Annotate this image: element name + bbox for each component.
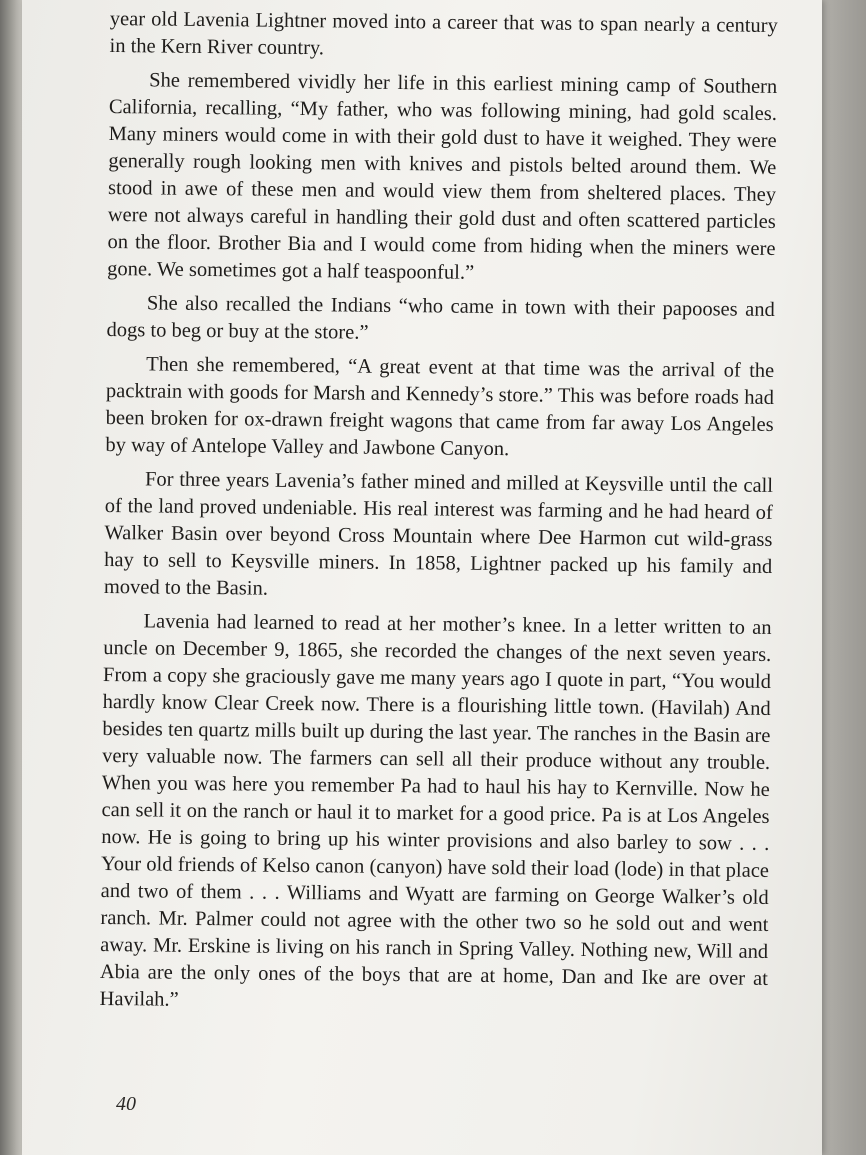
- paragraph-5: For three years Lavenia’s father mined and milled at Keysville until the call of the land proved undeniable. His real interest was farming and he had heard of Walker Basin over beyond Cross Mountain where Dee Harmon cut wild-grass hay to sell to Keysville miners. In 1858, Lightner packed up his family and moved to the Basin.: [103, 468, 774, 600]
- paragraph-6: Lavenia had learned to read at her mother’s knee. In a letter written to an uncle on December 9, 1865, she recorded the changes of the next seven years. From a copy she graciously gave me many years ago I quote in part, “You would hardly know Clear Creek now. There is a flourishing little town. (Havilah) And besides ten quartz mills built up during the last year. The ranches in the Basin are very valuable now. The farmers can sell all their produce without any trouble. When you was here you remember Pa had to haul his hay to Kernville. Now he can sell it on the ranch or haul it to market for a good price. Pa is at Los Angeles now. He is going to bring up his winter provisions and also barley to sow . . . Your old friends of Kelso canon (canyon) have sold their load (lode) in that place and two of them . . . Williams and Wyatt are farming on George Walker’s old ranch. Mr. Palmer could not agree with the other two so he sold out and went away. Mr. Erskine is living on his ranch in Spring Valley. Nothing new, Will and Abia are the only ones of the boys that are at home, Dan and Ike are over at Havilah.”: [99, 610, 772, 1011]
- paragraph-1: year old Lavenia Lightner moved into a career that was to span nearly a century in the Kern River country.: [109, 7, 778, 60]
- book-page: [22, 0, 822, 1155]
- paragraph-4: Then she remembered, “A great event at that time was the arrival of the packtrain with goods for Marsh and Kennedy’s store.” This was before roads had been broken for ox-drawn freight wagons that came from far away Los Angeles by way of Antelope Valley and Jawbone Canyon.: [105, 353, 775, 461]
- paragraph-2: She remembered vividly her life in this earliest mining camp of Southern California, recalling, “My father, who was following mining, had gold scales. Many miners would come in with their gold dust to have it weighed. They were generally rough looking men with knives and pistols belted around them. We stood in awe of these men and would view them from sheltered places. They were not always careful in handling their gold dust and often scattered particles on the floor. Brother Bia and I would come from hiding when the miners were gone. We sometimes got a half teaspoonful.”: [107, 69, 778, 284]
- book-page-edges: [0, 0, 24, 1155]
- page-number: 40: [116, 1093, 136, 1115]
- paragraph-3: She also recalled the Indians “who came in town with their papooses and dogs to beg or buy at the store.”: [106, 292, 775, 344]
- page-body-text: [99, 6, 778, 1027]
